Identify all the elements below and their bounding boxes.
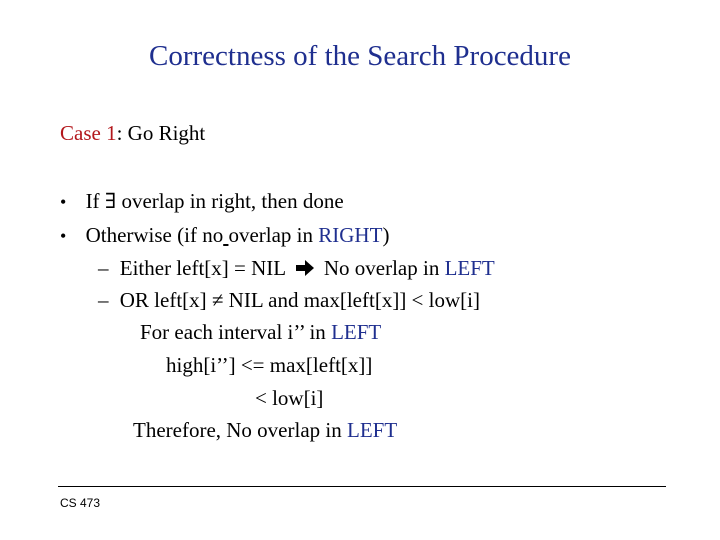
reasoning-line-3 <box>255 385 323 411</box>
case-label: Case 1 <box>60 121 117 145</box>
sub-2-text: OR left[x] ≠ NIL and max[left[x]] < low[i] <box>119 288 480 312</box>
reasoning-line-4 <box>133 417 397 443</box>
case-heading <box>60 120 205 146</box>
sub-1-highlight: LEFT <box>444 256 495 280</box>
bullet-1 <box>60 188 344 215</box>
bullet-dot-icon: • <box>60 226 67 246</box>
arrow-right-icon <box>295 259 315 277</box>
reasoning-1-highlight: LEFT <box>331 320 382 344</box>
reasoning-4-prefix: Therefore, No overlap in <box>133 418 347 442</box>
sub-bullet-1 <box>98 255 495 281</box>
reasoning-1-prefix: For each interval i’’ in <box>140 320 332 344</box>
bullet-2-mid: overlap in <box>228 223 319 247</box>
reasoning-2-text: high[i’’] <= max[left[x]] <box>166 353 373 377</box>
footer-course-label: CS 473 <box>60 496 101 510</box>
reasoning-4-highlight: LEFT <box>347 418 398 442</box>
bullet-2 <box>60 222 389 249</box>
footer-divider <box>58 486 666 487</box>
reasoning-3-text: < low[i] <box>255 386 324 410</box>
bullet-2-highlight: RIGHT <box>318 223 383 247</box>
sub-1-prefix: Either left[x] = NIL <box>119 256 291 280</box>
dash-icon: – <box>98 256 109 280</box>
sub-bullet-2 <box>98 287 480 313</box>
reasoning-line-2 <box>166 352 372 378</box>
bullet-dot-icon: • <box>60 192 67 212</box>
case-text: : Go Right <box>116 121 206 145</box>
reasoning-line-1 <box>140 319 381 345</box>
bullet-2-prefix: Otherwise (if no <box>85 223 224 247</box>
bullet-2-suffix: ) <box>382 223 390 247</box>
slide-title: Correctness of the Search Procedure <box>149 40 571 72</box>
bullet-1-text: overlap in right, then done <box>116 189 344 213</box>
exists-symbol: ∃ <box>104 189 117 213</box>
bullet-1-prefix: If <box>85 189 105 213</box>
dash-icon: – <box>98 288 109 312</box>
sub-1-mid: No overlap in <box>318 256 445 280</box>
